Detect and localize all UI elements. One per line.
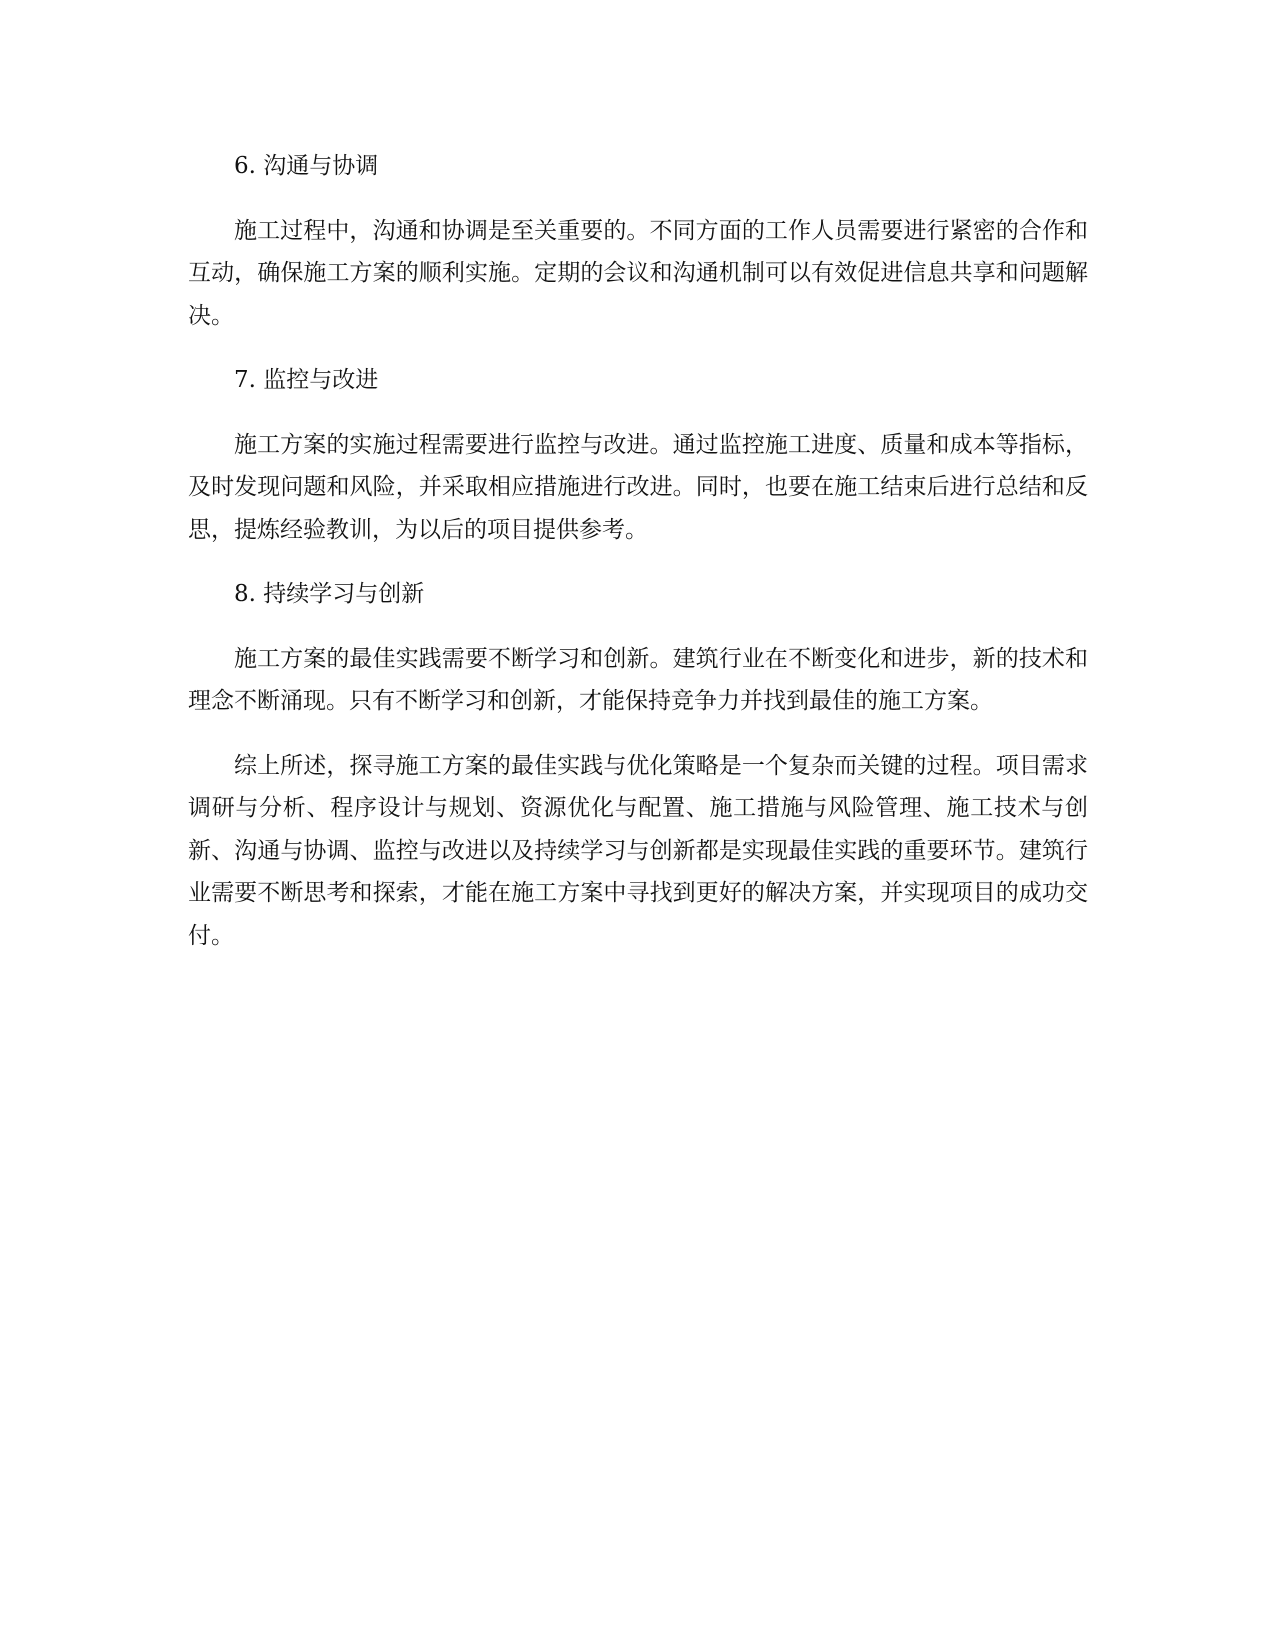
conclusion-paragraph: 综上所述，探寻施工方案的最佳实践与优化策略是一个复杂而关键的过程。项目需求调研与分析、程序设计与规划、资源优化与配置、施工措施与风险管理、施工技术与创新、沟通与协调、监控与改进以及持续学习与创新都是实现最佳实践的重要环节。建筑行业需要不断思考和探索，才能在施工方案中寻找到更好的解决方案，并实现项目的成功交付。	[188, 752, 1088, 949]
section-heading-7: 7. 监控与改进	[234, 367, 379, 393]
section-paragraph-8: 施工方案的最佳实践需要不断学习和创新。建筑行业在不断变化和进步，新的技术和理念不断涌现。只有不断学习和创新，才能保持竞争力并找到最佳的施工方案。	[188, 645, 1088, 714]
section-heading-8: 8. 持续学习与创新	[234, 581, 425, 607]
section-paragraph-6: 施工过程中，沟通和协调是至关重要的。不同方面的工作人员需要进行紧密的合作和互动，确保施工方案的顺利实施。定期的会议和沟通机制可以有效促进信息共享和问题解决。	[188, 217, 1088, 329]
section-heading-6: 6. 沟通与协调	[234, 153, 379, 179]
section-paragraph-7: 施工方案的实施过程需要进行监控与改进。通过监控施工进度、质量和成本等指标，及时发现问题和风险，并采取相应措施进行改进。同时，也要在施工结束后进行总结和反思，提炼经验教训，为以后的项目提供参考。	[188, 431, 1088, 543]
document-body	[188, 145, 1088, 979]
